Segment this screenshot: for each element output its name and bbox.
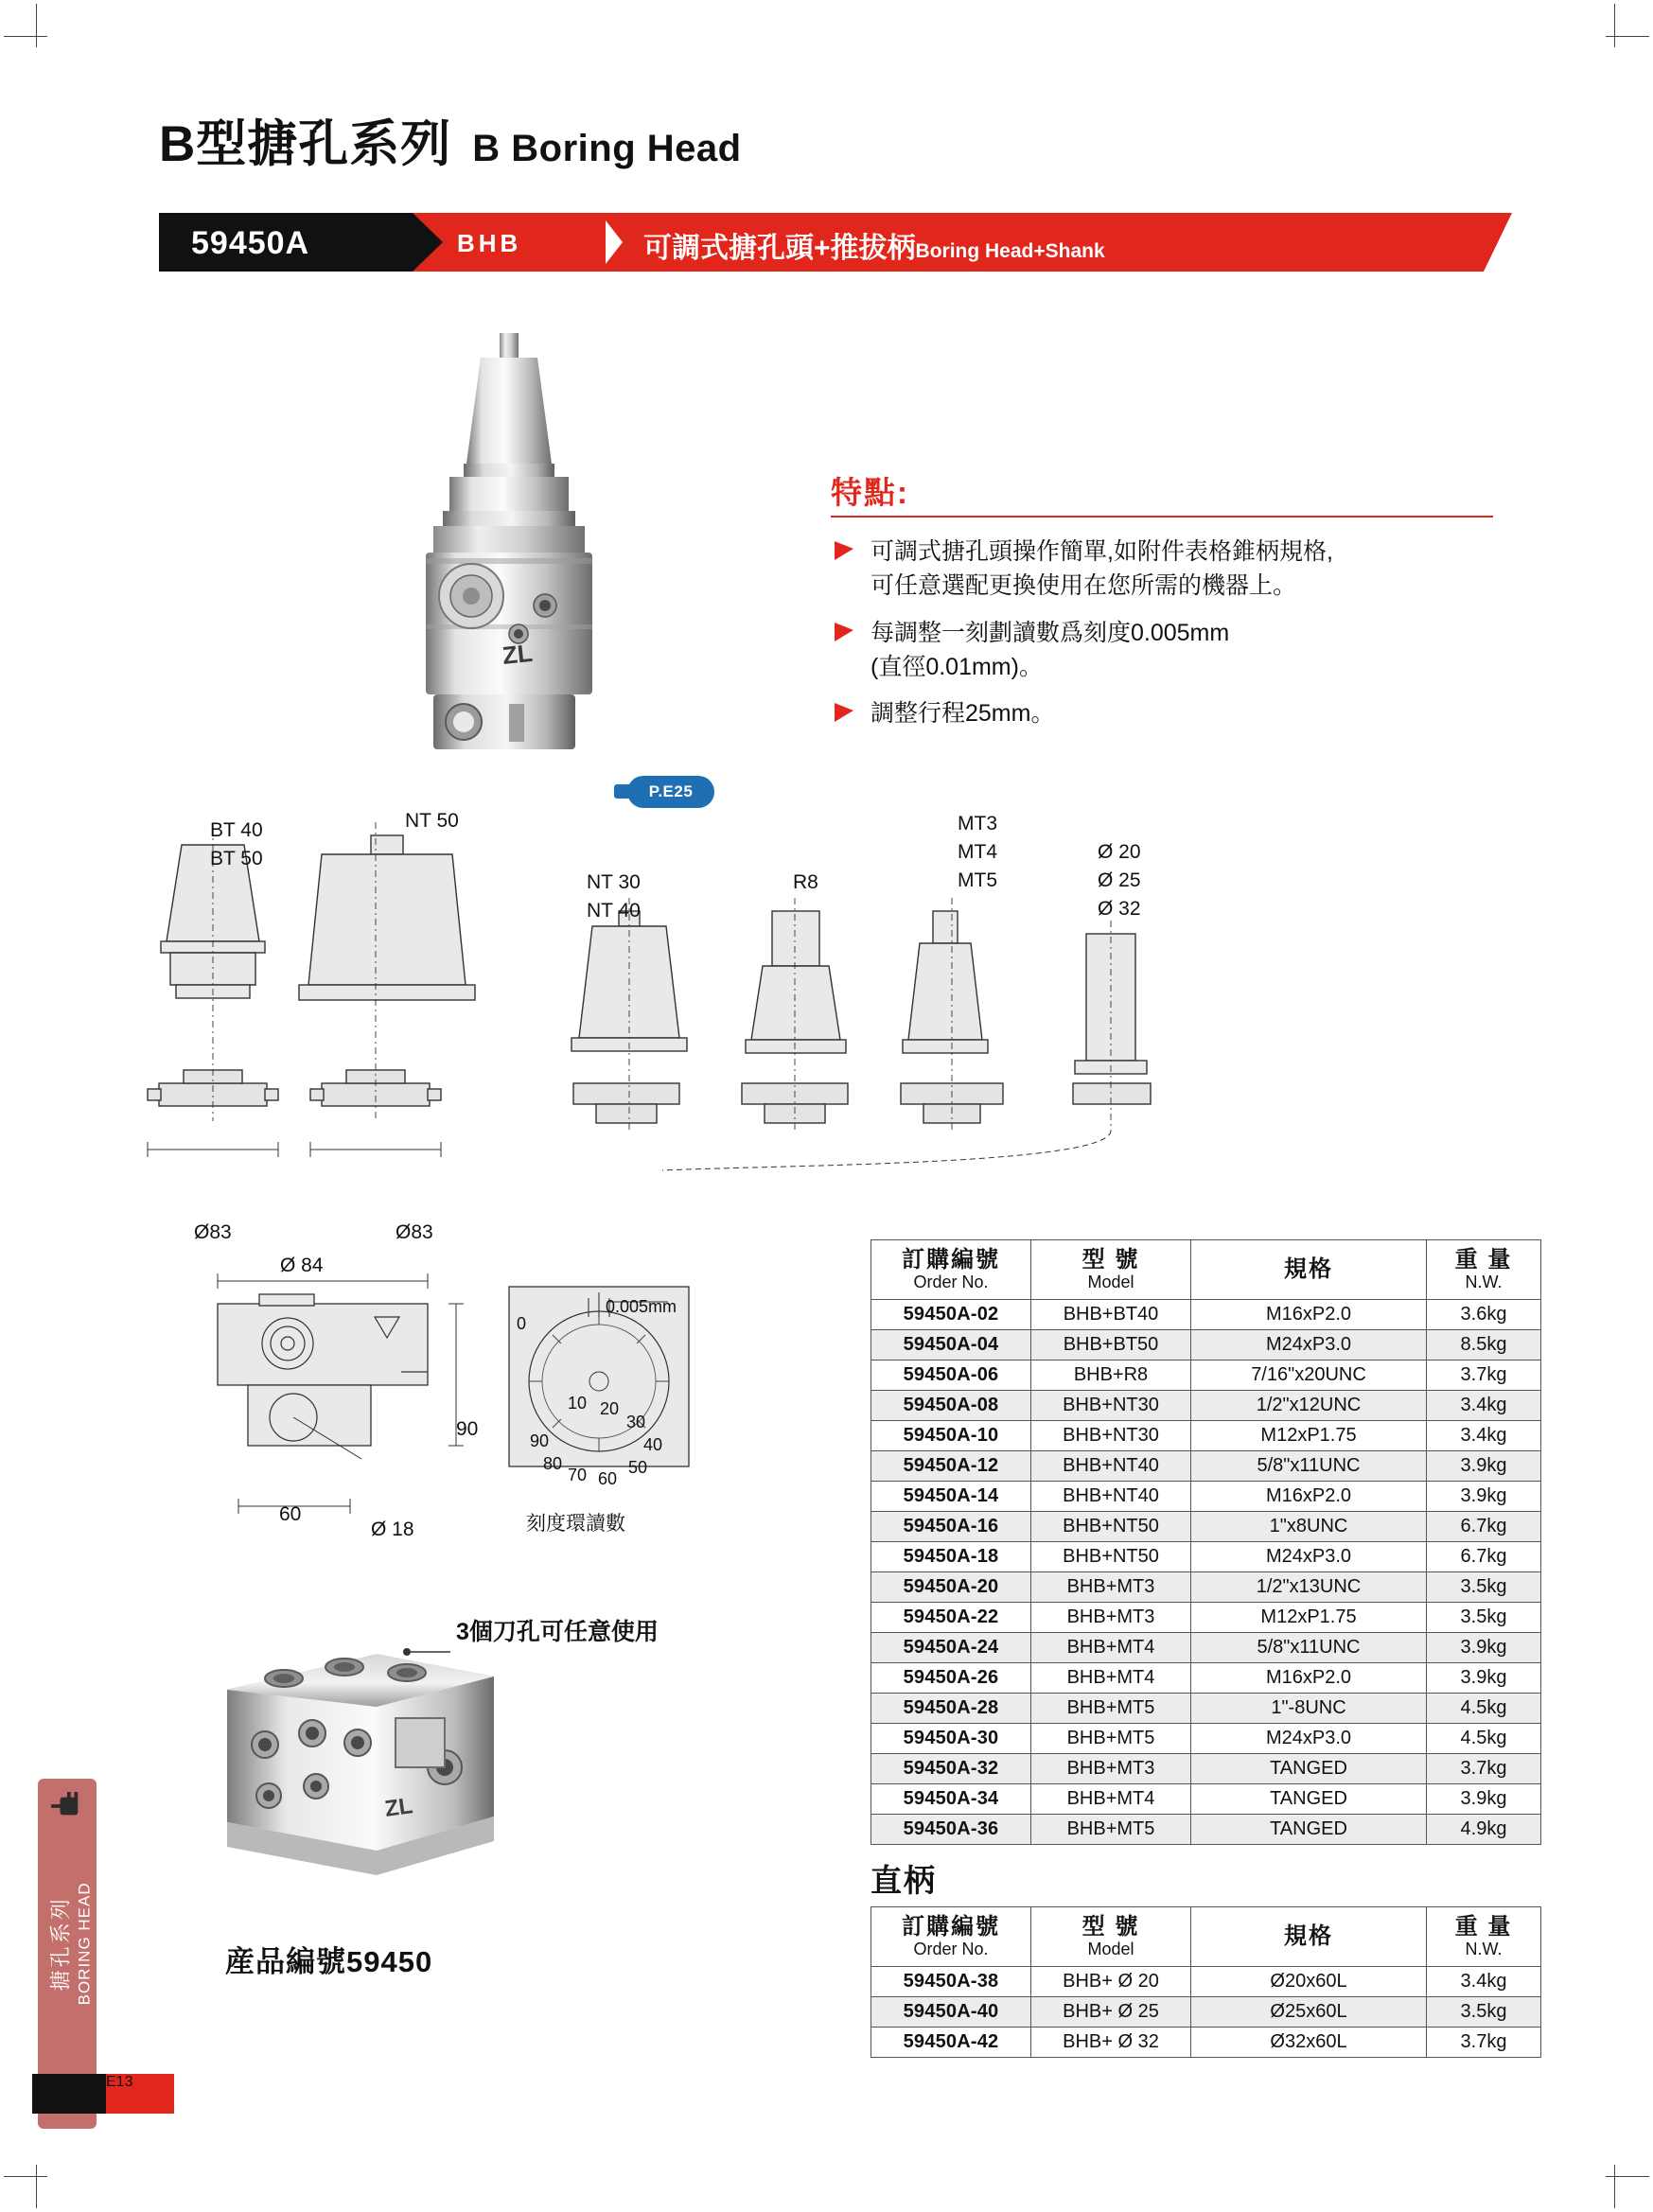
- header-weight: 重 量 N.W.: [1427, 1240, 1541, 1300]
- features-list: [831, 535, 1512, 743]
- header-order-no: 訂購編號 Order No.: [871, 1240, 1031, 1300]
- feature-item: [831, 535, 1512, 604]
- crop-mark: [1606, 36, 1649, 37]
- svg-text:ZL: ZL: [501, 638, 535, 670]
- side-tab-label-en: BORING HEAD: [75, 1882, 94, 2006]
- table-header-row: [871, 1907, 1541, 1967]
- table-row: 59450A-10 BHB+NT30 M12xP1.75 3.4kg: [871, 1421, 1541, 1451]
- shank-variants-drawing: [132, 799, 1192, 1197]
- head-dimension-drawing: [189, 1258, 511, 1542]
- label-d32: Ø 32: [1098, 898, 1141, 920]
- feature-line-1: 可調式搪孔頭操作簡單,如附件表格錐柄規格,: [870, 538, 1333, 565]
- taper-spec-table: [870, 1239, 1541, 1845]
- crop-mark: [4, 2176, 47, 2177]
- table-row: 59450A-40 BHB+ Ø 25 Ø25x60L 3.5kg: [871, 1997, 1541, 2028]
- label-dial-zero: 0: [517, 1314, 527, 1333]
- table-row: 59450A-32 BHB+MT3 TANGED 3.7kg: [871, 1754, 1541, 1784]
- table-row: 59450A-22 BHB+MT3 M12xP1.75 3.5kg: [871, 1603, 1541, 1633]
- label-nt40: NT 40: [587, 900, 641, 922]
- label-d25: Ø 25: [1098, 869, 1141, 891]
- header-order-no: 訂購編號 Order No.: [871, 1907, 1031, 1967]
- label-dial-scale: 0.005mm: [606, 1297, 677, 1316]
- straight-spec-table: [870, 1906, 1541, 2058]
- label-mt4: MT4: [958, 841, 997, 863]
- features-divider: [831, 516, 1493, 518]
- header-spec: 規格: [1191, 1907, 1427, 1967]
- table-row: 59450A-18 BHB+NT50 M24xP3.0 6.7kg: [871, 1542, 1541, 1572]
- dial-tick-60: 60: [598, 1469, 618, 1488]
- dial-caption: 刻度環讀數: [526, 1513, 625, 1535]
- table-header-row: [871, 1240, 1541, 1300]
- feature-item: [831, 696, 1512, 730]
- pe25-badge[interactable]: P.E25: [627, 776, 714, 808]
- crop-mark: [1614, 4, 1615, 47]
- banner-description-cn: 可調式搪孔頭+推拔柄: [643, 233, 916, 264]
- straight-shank-title: 直柄: [870, 1863, 937, 1898]
- dial-tick-20: 20: [600, 1399, 620, 1418]
- feature-line-1: 調整行程25mm。: [870, 700, 1055, 727]
- dial-tick-10: 10: [568, 1394, 588, 1413]
- holes-note: 3個刀孔可任意使用: [456, 1619, 659, 1645]
- dial-tick-30: 30: [626, 1413, 646, 1431]
- crop-mark: [36, 2165, 37, 2208]
- table-row: 59450A-42 BHB+ Ø 32 Ø32x60L 3.7kg: [871, 2028, 1541, 2058]
- table-row: 59450A-14 BHB+NT40 M16xP2.0 3.9kg: [871, 1482, 1541, 1512]
- product-number-caption: 産品編號59450: [225, 1945, 433, 1978]
- dial-tick-50: 50: [628, 1458, 648, 1477]
- table-row: 59450A-24 BHB+MT4 5/8"x11UNC 3.9kg: [871, 1633, 1541, 1663]
- table-row: 59450A-28 BHB+MT5 1"-8UNC 4.5kg: [871, 1694, 1541, 1724]
- table-row: 59450A-16 BHB+NT50 1"x8UNC 6.7kg: [871, 1512, 1541, 1542]
- banner-series: BHB: [457, 229, 522, 257]
- table-row: 59450A-06 BHB+R8 7/16"x20UNC 3.7kg: [871, 1361, 1541, 1391]
- page-number: E13: [106, 2074, 174, 2114]
- table-row: 59450A-20 BHB+MT3 1/2"x13UNC 3.5kg: [871, 1572, 1541, 1603]
- label-dim60: 60: [279, 1503, 302, 1525]
- crop-mark: [36, 4, 37, 47]
- table-row: 59450A-26 BHB+MT4 M16xP2.0 3.9kg: [871, 1663, 1541, 1694]
- label-bt50: BT 50: [210, 848, 263, 869]
- label-dim90: 90: [456, 1418, 479, 1440]
- label-dia83-left: Ø83: [194, 1221, 232, 1243]
- page-title: [159, 104, 742, 176]
- page-title-cn: B型搪孔系列: [159, 116, 452, 172]
- banner-description-en: Boring Head+Shank: [915, 240, 1105, 262]
- side-tab-label: [48, 1806, 95, 2080]
- crop-mark: [1614, 2165, 1615, 2208]
- label-dia84: Ø 84: [280, 1255, 324, 1276]
- dial-tick-70: 70: [568, 1466, 588, 1484]
- header-model: 型 號 Model: [1031, 1240, 1191, 1300]
- header-model: 型 號 Model: [1031, 1907, 1191, 1967]
- table-row: 59450A-30 BHB+MT5 M24xP3.0 4.5kg: [871, 1724, 1541, 1754]
- table-row: 59450A-38 BHB+ Ø 20 Ø20x60L 3.4kg: [871, 1967, 1541, 1997]
- table-row: 59450A-36 BHB+MT5 TANGED 4.9kg: [871, 1815, 1541, 1845]
- feature-line-2: (直徑0.01mm)。: [870, 653, 1043, 680]
- header-spec: 規格: [1191, 1240, 1427, 1300]
- dial-tick-80: 80: [543, 1454, 563, 1473]
- svg-text:ZL: ZL: [383, 1793, 414, 1822]
- crop-mark: [4, 36, 47, 37]
- dial-tick-90: 90: [530, 1431, 550, 1450]
- banner-description: [643, 224, 1105, 266]
- dial-tick-40: 40: [643, 1435, 663, 1454]
- chevron-right-icon: [606, 220, 634, 264]
- label-nt30: NT 30: [587, 871, 641, 893]
- label-r8: R8: [793, 871, 818, 893]
- side-tab-label-cn: 搪孔系列: [48, 1896, 73, 1992]
- label-nt50: NT 50: [405, 810, 459, 832]
- label-d20: Ø 20: [1098, 841, 1141, 863]
- header-weight: 重 量 N.W.: [1427, 1907, 1541, 1967]
- table-row: 59450A-04 BHB+BT50 M24xP3.0 8.5kg: [871, 1330, 1541, 1361]
- label-mt3: MT3: [958, 813, 997, 834]
- banner-code: 59450A: [191, 225, 310, 261]
- label-dia18: Ø 18: [371, 1519, 414, 1540]
- page-title-en: B Boring Head: [472, 128, 742, 169]
- table-row: 59450A-34 BHB+MT4 TANGED 3.9kg: [871, 1784, 1541, 1815]
- table-row: 59450A-12 BHB+NT40 5/8"x11UNC 3.9kg: [871, 1451, 1541, 1482]
- label-dia83-right: Ø83: [396, 1221, 433, 1243]
- table-row: 59450A-08 BHB+NT30 1/2"x12UNC 3.4kg: [871, 1391, 1541, 1421]
- boring-head-photo: [360, 322, 889, 776]
- crop-mark: [1606, 2176, 1649, 2177]
- label-mt5: MT5: [958, 869, 997, 891]
- series-banner: [159, 213, 1512, 272]
- feature-line-1: 每調整一刻劃讀數爲刻度0.005mm: [870, 619, 1230, 646]
- label-bt40: BT 40: [210, 819, 263, 841]
- table-row: 59450A-02 BHB+BT40 M16xP2.0 3.6kg: [871, 1300, 1541, 1330]
- features-heading: 特點:: [831, 475, 909, 510]
- feature-line-2: 可任意選配更換使用在您所需的機器上。: [870, 572, 1297, 600]
- feature-item: [831, 616, 1512, 685]
